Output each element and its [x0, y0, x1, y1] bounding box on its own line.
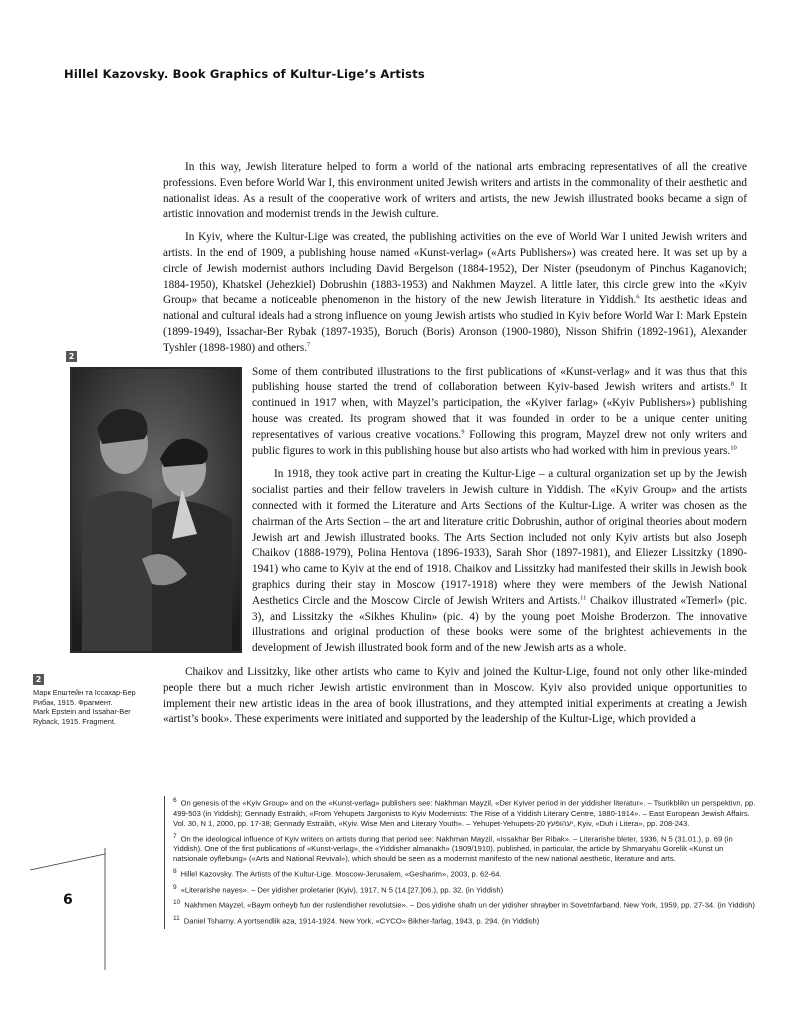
- footnote-number: 9: [173, 883, 177, 891]
- footnote-number: 10: [173, 899, 181, 907]
- footnote-ref-11[interactable]: 11: [580, 593, 587, 601]
- page-number: 6: [63, 892, 73, 908]
- paragraph-3: [163, 467, 747, 657]
- footnote-11: [173, 914, 759, 927]
- footnote-text: Daniel Tsharny. A yortsendlik aza, 1914-1924. New York, «CYCO» Bikher-farlag, 1943, p. 294. (in Yiddish): [183, 916, 540, 926]
- paragraph-2-part-b: Its aesthetic ideas and national and cultural ideals had a strong influence on young Jewish artists who studied in Kyiv before World War I: Mark Epstein (1899-1949), Issachar-Ber Rybak (1897-1935), Boruch (Boris) Aronson (1900-1980), Nisson Shifrin (1892-1961), Alexander Tyshler (1898-1980) and others.: [163, 294, 747, 354]
- paragraph-2-part-e: Following this program, Mayzel drew not only writers and public figures to work in this publishing house but also artists who had worked with him in previous years.: [252, 428, 747, 457]
- paragraph-4: Chaikov and Lissitzky, like other artists who came to Kyiv and joined the Kultur-Lige, found not only other like-minded people there but a much richer Jewish artistic environment than in Moscow. Kyiv also provided unique opportunities to implement their new artistic ideas in the area of book illustrations, and they attempted initial experiments at creating a Jewish «artist’s book». These experiments were initiated and supported by the leadership of the Kultur-Lige, which provided a: [163, 665, 747, 726]
- footnote-8: [173, 867, 759, 880]
- paragraph-1: In this way, Jewish literature helped to form a world of the national arts embracing representatives of all the creative professions. Even before World War I, this environment united Jewish writers and artists in the commonality of their aesthetic and nationalist ideas. As a result of the cooperative work of writers and artists, the new Jewish illustrated books became a sign of artistic innovation and modernist trends in the Jewish culture.: [163, 161, 747, 221]
- paragraph-3-part-b: Chaikov illustrated «Temerl» (pic. 3), and Lissitzky the «Sikhes Khulin» (pic. 4) by the young poet Moishe Broderzon. The innovative illustrations and original production of these books were some of the brightest achievements in the development of Jewish illustrated book form and of the new Jewish arts as a whole.: [252, 594, 747, 655]
- footnote-10: [173, 898, 759, 911]
- paragraph-2-continued: [163, 365, 747, 460]
- caption-english: Mark Epstein and Issahar-Ber Ryback, 1915. Fragment.: [33, 707, 131, 726]
- footnote-text: «Literarishe nayes». – Der yidisher proletarier (Kyiv), 1917, N 5 (14.[27.]06.), pp. 32. (in Yiddish): [180, 885, 504, 895]
- footnote-9: [173, 883, 759, 896]
- footnote-text: Nakhmen Mayzel, «Baym onheyb fun der ruslendisher revolutsie». – Dos yidishe shafn un der yidisher shrayber in Sovetnfarband. New York, 1959, pp. 27-34. (in Yiddish): [184, 900, 755, 910]
- paragraph-2-part-d: It continued in 1917 when, with Mayzel’s participation, the «Kyiver farlag» («Kyiv Publishers») publishing house was created. Its program showed that it was founded in order to be a unique center uniting representatives of various creative vocations.: [252, 381, 748, 441]
- running-header: Hillel Kazovsky. Book Graphics of Kultur-Lige’s Artists: [64, 67, 425, 81]
- footnote-text: On genesis of the «Kyiv Group» and on the «Kunst-verlag» publishers see: Nakhman Mayzil, «Der Kyiver period in der yiddisher literatur». – Tsurikblikn un perspektivn, pp. 499-503 (in Yiddish); Gennady Estraikh, «From Yehupets Jargonists to Kyiv Modernists: The Rise of a Yiddish Literary Centre, 1880-1914». – East European Jewish Affairs. Vol. 30, N 1, 2000, pp. 17-38; Gennady Estraikh, «Kyiv. Wise Men and Literary Youth». – Yehupet-Yehupets-יעהופּעץ 20, Kyiv, «Duh i Litera», pp. 208-243.: [173, 798, 756, 828]
- footnote-ref-10[interactable]: 10: [730, 443, 737, 451]
- footnote-7: [173, 832, 759, 865]
- footnote-number: 7: [173, 832, 177, 840]
- footnote-ref-7[interactable]: 7: [307, 341, 311, 349]
- footnote-ref-8[interactable]: 8: [730, 380, 734, 388]
- footnote-number: 8: [173, 868, 177, 876]
- caption-number-badge: 2: [33, 674, 44, 685]
- portrait-photo-image: [72, 369, 240, 651]
- caption-ukrainian: Марк Епштейн та Іссахар-Бер Рибак, 1915. Фрагмент.: [33, 688, 136, 707]
- decorative-corner-lines: [30, 840, 150, 970]
- footnote-text: Hillel Kazovsky. The Artists of the Kultur-Lige. Moscow-Jerusalem, «Gesharim», 2003, p. 62-64.: [180, 869, 502, 879]
- paragraph-2-part-a: In Kyiv, where the Kultur-Lige was created, the publishing activities on the eve of World War I united Jewish writers and artists. In the end of 1909, a publishing house named «Kunst-verlag» («Arts Publishers») was created here. It was set up by a circle of Jewish modernist authors including David Bergelson (1884-1952), Der Nister (pseudonym of Pinchus Kaganovich; 1884-1950), Khatskel (Jehezkiel) Dobrushin (1883-1953) and Nakhmen Mayzel. A little later, this circle grew into the «Kyiv Group» that became a noticeable phenomenon in the history of the new Jewish literature in Yiddish.: [163, 231, 747, 307]
- footnote-6: [173, 796, 759, 829]
- figure-number-badge: 2: [66, 351, 77, 362]
- paragraph-2: [163, 230, 747, 356]
- footnote-ref-9[interactable]: 9: [461, 428, 465, 436]
- figure-caption: [33, 688, 158, 726]
- footnote-number: 11: [173, 914, 180, 922]
- portrait-photo: [70, 367, 242, 653]
- footnote-ref-6[interactable]: 6: [636, 293, 640, 301]
- figure-2: [68, 351, 242, 651]
- paragraph-3-part-a: In 1918, they took active part in creating the Kultur-Lige – a cultural organization set up by the Jewish socialist parties and their fellow travelers in Jewish culture in Yiddish. The «Kyiv Group» and the artists connected with it formed the Literature and Arts Sections of the Kultur-Lige. A writer was chosen as the chairman of the Arts Section – the art and literature critic Dobrushin, author of original theories about modern Jewish art and Jewish illustrated books. The Arts Section included not only Kyiv artists but also Joseph Chaikov (1888-1979), Polina Hentova (1896-1933), Sarah Shor (1897-1981), and Eliezer Lissitzky (1890-1941) who came to Kyiv at the end of 1918. Chaikov and Lissitzky had manifested their skills in Jewish book graphics during their stay in Moscow (1917-1918) where they were members of the Jewish National Aesthetics Circle and the Moscow Circle of Jewish Writers and Artists.: [252, 468, 747, 607]
- footnote-number: 6: [173, 797, 177, 804]
- paragraph-2-part-c: Some of them contributed illustrations to the first publications of «Kunst-verlag» and it was thus that this publishing house started the trend of collaboration between Kyiv-based Jewish writers and artists.: [252, 365, 747, 394]
- footnote-text: On the ideological influence of Kyiv writers on artists during that period see: Nakhman Mayzil, «Issakhar Ber Ribak». – Literarishe bleter, 1936, N 5 (31.01.), p. 69 (in Yiddish). One of the first publications of «Kunst-verlag», the «Yiddisher almanakh» (1909/1910), published, in particular, the article by Shmaryahu Gorelik «Kunst un natsionale oyflebung» («Arts and National Revival»), which should be seen as a modernist manifesto of the new national aesthetic, literature and arts.: [173, 834, 733, 864]
- footnotes: [164, 796, 759, 929]
